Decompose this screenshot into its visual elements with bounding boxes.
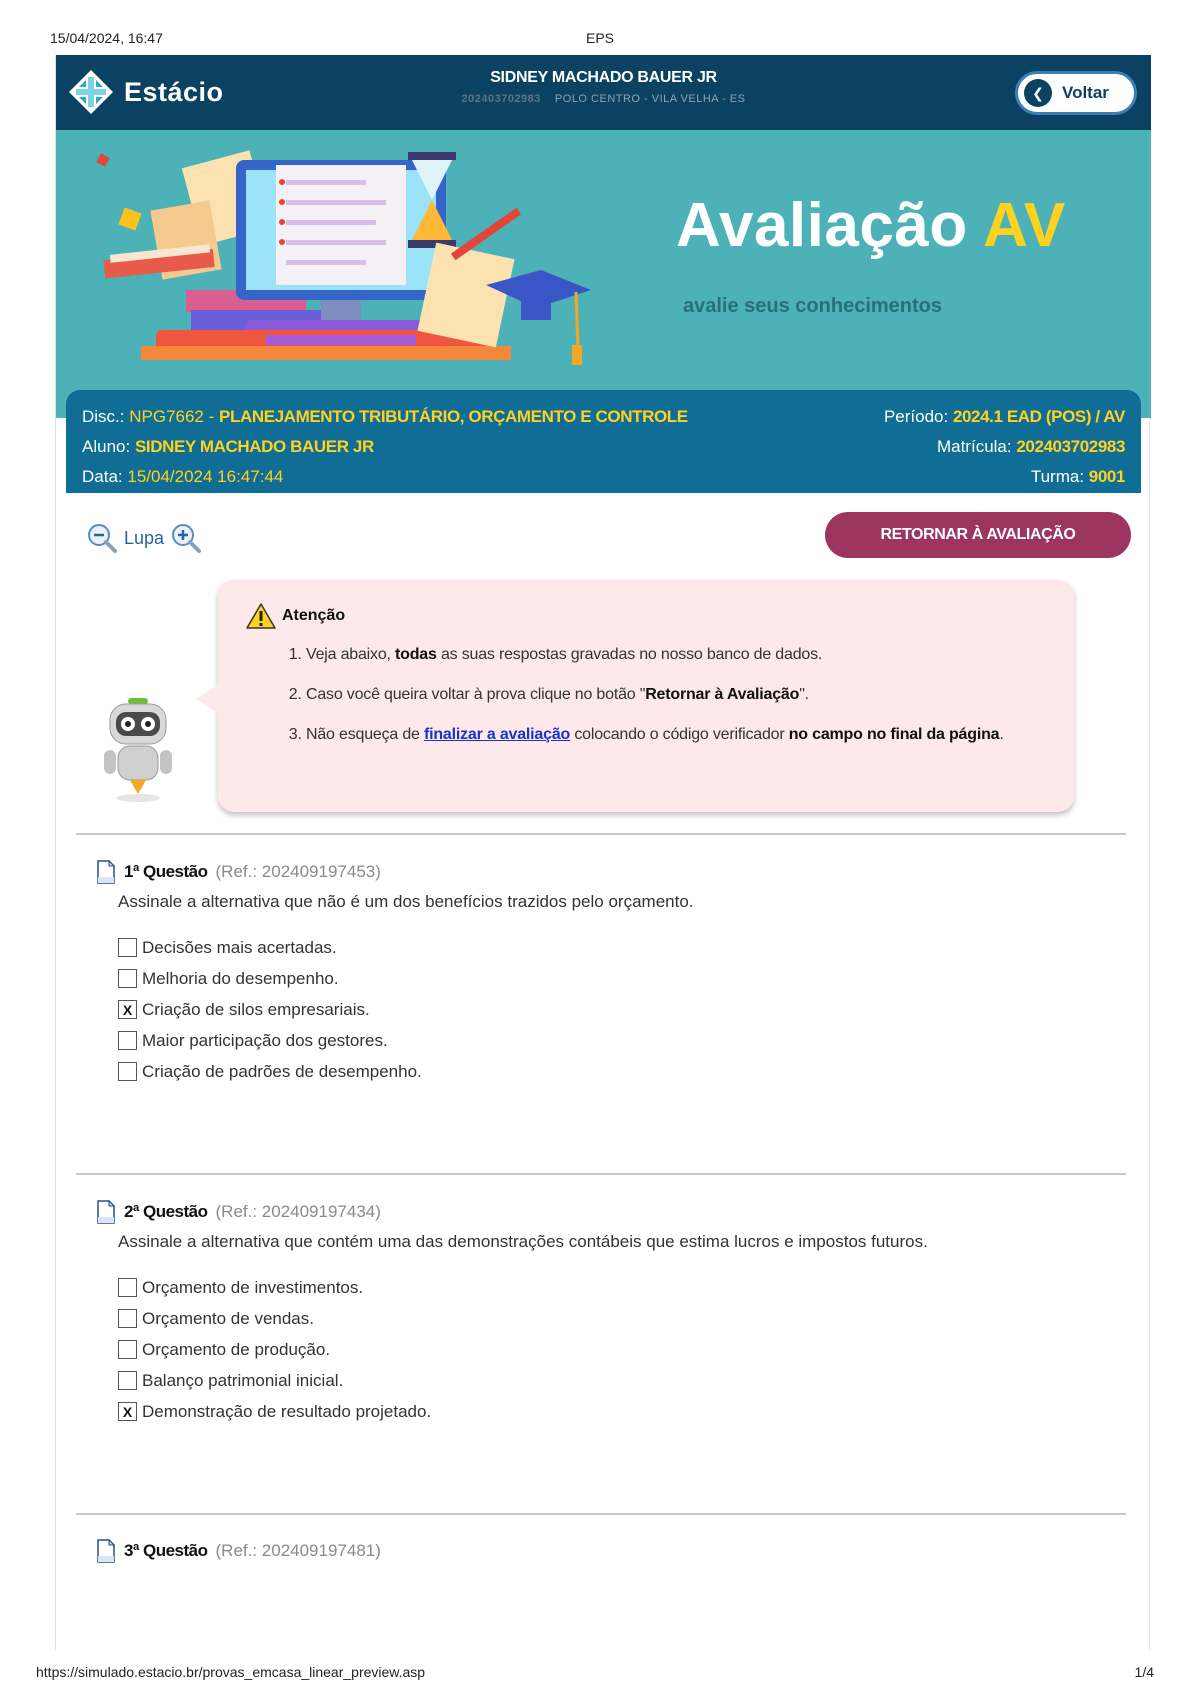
question-ref: (Ref.: 202409197453) [215,862,381,881]
option-label: Orçamento de produção. [142,1339,331,1359]
student-sub [56,93,1151,105]
question-3 [96,1539,1116,1563]
option[interactable] [118,1396,1116,1427]
question-separator [76,1173,1126,1175]
attention-item-1-post: as suas respostas gravadas no nosso banco de dados. [440,646,823,663]
disc-code: NPG7662 - [129,407,215,426]
turma-value: 9001 [1088,467,1125,486]
logo-text: Estácio [124,76,224,107]
periodo-info [884,407,1125,427]
option-label: Criação de padrões de desempenho. [142,1061,422,1081]
question-2 [96,1200,1116,1427]
zoom-out-icon[interactable] [86,522,118,554]
attention-title: Atenção [282,607,346,624]
robot-mascot-icon [98,690,178,805]
option-label: Orçamento de investimentos. [142,1277,364,1297]
option-label: Maior participação dos gestores. [142,1030,388,1050]
attention-item-3-post: . [999,726,1004,743]
back-button[interactable] [1015,71,1137,115]
discipline-row-2 [82,432,1125,462]
print-page-number: 1/4 [1134,1664,1154,1680]
question-header [96,860,1116,884]
disc-name: PLANEJAMENTO TRIBUTÁRIO, ORÇAMENTO E CONTROLE [219,407,688,426]
checkbox-checked[interactable]: X [118,1000,137,1019]
matricula-info [937,437,1125,457]
aluno-value: SIDNEY MACHADO BAUER JR [134,437,374,456]
attention-item-2-bold: Retornar à Avaliação [645,686,800,703]
option-label: Decisões mais acertadas. [142,937,337,957]
options-list [118,932,1116,1087]
attention-list [246,644,1046,746]
hero-subtitle: avalie seus conhecimentos [683,295,943,317]
student-polo: POLO CENTRO - VILA VELHA - ES [554,93,746,105]
question-separator [76,833,1126,835]
question-ref: (Ref.: 202409197481) [215,1541,381,1560]
data-info [82,467,283,487]
data-label: Data: [82,467,123,486]
data-value: 15/04/2024 16:47:44 [127,467,284,486]
attention-header [246,602,1046,630]
attention-item-1-pre: Veja abaixo, [306,646,391,663]
attention-item-3-pre: Não esqueça de [306,726,420,743]
option[interactable] [118,1365,1116,1396]
student-id: 202403702983 [461,93,541,105]
option-label: Demonstração de resultado projetado. [142,1401,432,1421]
hero-banner [56,130,1151,418]
matricula-value: 202403702983 [1016,437,1125,456]
periodo-label: Período: [883,407,949,426]
checkbox[interactable] [118,938,137,957]
option[interactable] [118,994,1116,1025]
aluno-label: Aluno: [82,437,131,456]
question-number: 3ª Questão [124,1541,208,1560]
student-name: SIDNEY MACHADO BAUER JR [490,69,717,86]
option-label: Criação de silos empresariais. [142,999,370,1019]
page [55,55,1150,1650]
attention-item-3 [306,724,1046,746]
warning-icon [246,602,276,630]
option[interactable] [118,1056,1116,1087]
back-button-label: Voltar [1062,83,1109,102]
hero-title-main: Avaliação [676,191,968,260]
turma-info [1031,467,1125,487]
option-label: Orçamento de vendas. [142,1308,314,1328]
lupa-label: Lupa [124,527,165,548]
question-1 [96,860,1116,1087]
attention-item-3-mid: colocando o código verificador [574,726,785,743]
zoom-controls [86,522,202,554]
checkbox[interactable] [118,1031,137,1050]
periodo-value: 2024.1 EAD (POS) / AV [952,407,1125,426]
checkbox[interactable] [118,1278,137,1297]
question-text: Assinale a alternativa que contém uma das demonstrações contábeis que estima lucros e impostos futuros. [118,1232,928,1251]
options-list [118,1272,1116,1427]
option[interactable] [118,1334,1116,1365]
checkbox[interactable] [118,1340,137,1359]
question-header [96,1539,1116,1563]
question-text: Assinale a alternativa que não é um dos benefícios trazidos pelo orçamento. [118,892,694,911]
discipline-info [82,407,688,427]
finalize-exam-link[interactable]: finalizar a avaliação [423,726,571,743]
hero-title [676,190,1066,261]
option[interactable] [118,1272,1116,1303]
attention-box [218,580,1074,812]
exam-illustration-icon [96,150,596,390]
option-label: Melhoria do desempenho. [142,968,339,988]
checkbox[interactable] [118,1309,137,1328]
option-label: Balanço patrimonial inicial. [142,1370,344,1390]
attention-item-2-post: ". [799,686,809,703]
document-icon [96,860,116,884]
chevron-left-icon: ❮ [1024,79,1052,107]
print-title: EPS [585,30,614,46]
disc-label: Disc.: [82,407,125,426]
option[interactable] [118,963,1116,994]
question-number: 2ª Questão [124,1202,208,1221]
checkbox[interactable] [118,1062,137,1081]
student-info [56,69,1151,105]
checkbox[interactable] [118,969,137,988]
question-ref: (Ref.: 202409197434) [215,1202,381,1221]
checkbox-checked[interactable]: X [118,1402,137,1421]
question-number: 1ª Questão [124,862,208,881]
checkbox[interactable] [118,1371,137,1390]
option[interactable] [118,932,1116,963]
zoom-in-icon[interactable] [170,522,202,554]
turma-label: Turma: [1030,467,1085,486]
attention-item-1-bold: todas [395,646,437,663]
discipline-row-1 [82,402,1125,432]
discipline-row-3 [82,462,1125,492]
question-header [96,1200,1116,1224]
print-url: https://simulado.estacio.br/provas_emcasa_linear_preview.asp [36,1664,426,1680]
return-to-exam-button[interactable]: RETORNAR À AVALIAÇÃO [825,512,1131,558]
print-date: 15/04/2024, 16:47 [50,30,163,46]
document-icon [96,1539,116,1563]
attention-item-3-bold: no campo no final da página [788,726,1000,743]
top-bar [56,55,1151,130]
document-icon [96,1200,116,1224]
attention-item-2-pre: Caso você queira voltar à prova clique no botão " [306,686,646,703]
attention-item-1 [306,644,1046,666]
option[interactable] [118,1303,1116,1334]
discipline-panel [66,390,1141,493]
option[interactable] [118,1025,1116,1056]
matricula-label: Matrícula: [936,437,1012,456]
attention-item-2 [306,684,1046,706]
question-separator [76,1513,1126,1515]
aluno-info [82,437,374,457]
hero-title-accent: AV [983,191,1066,260]
